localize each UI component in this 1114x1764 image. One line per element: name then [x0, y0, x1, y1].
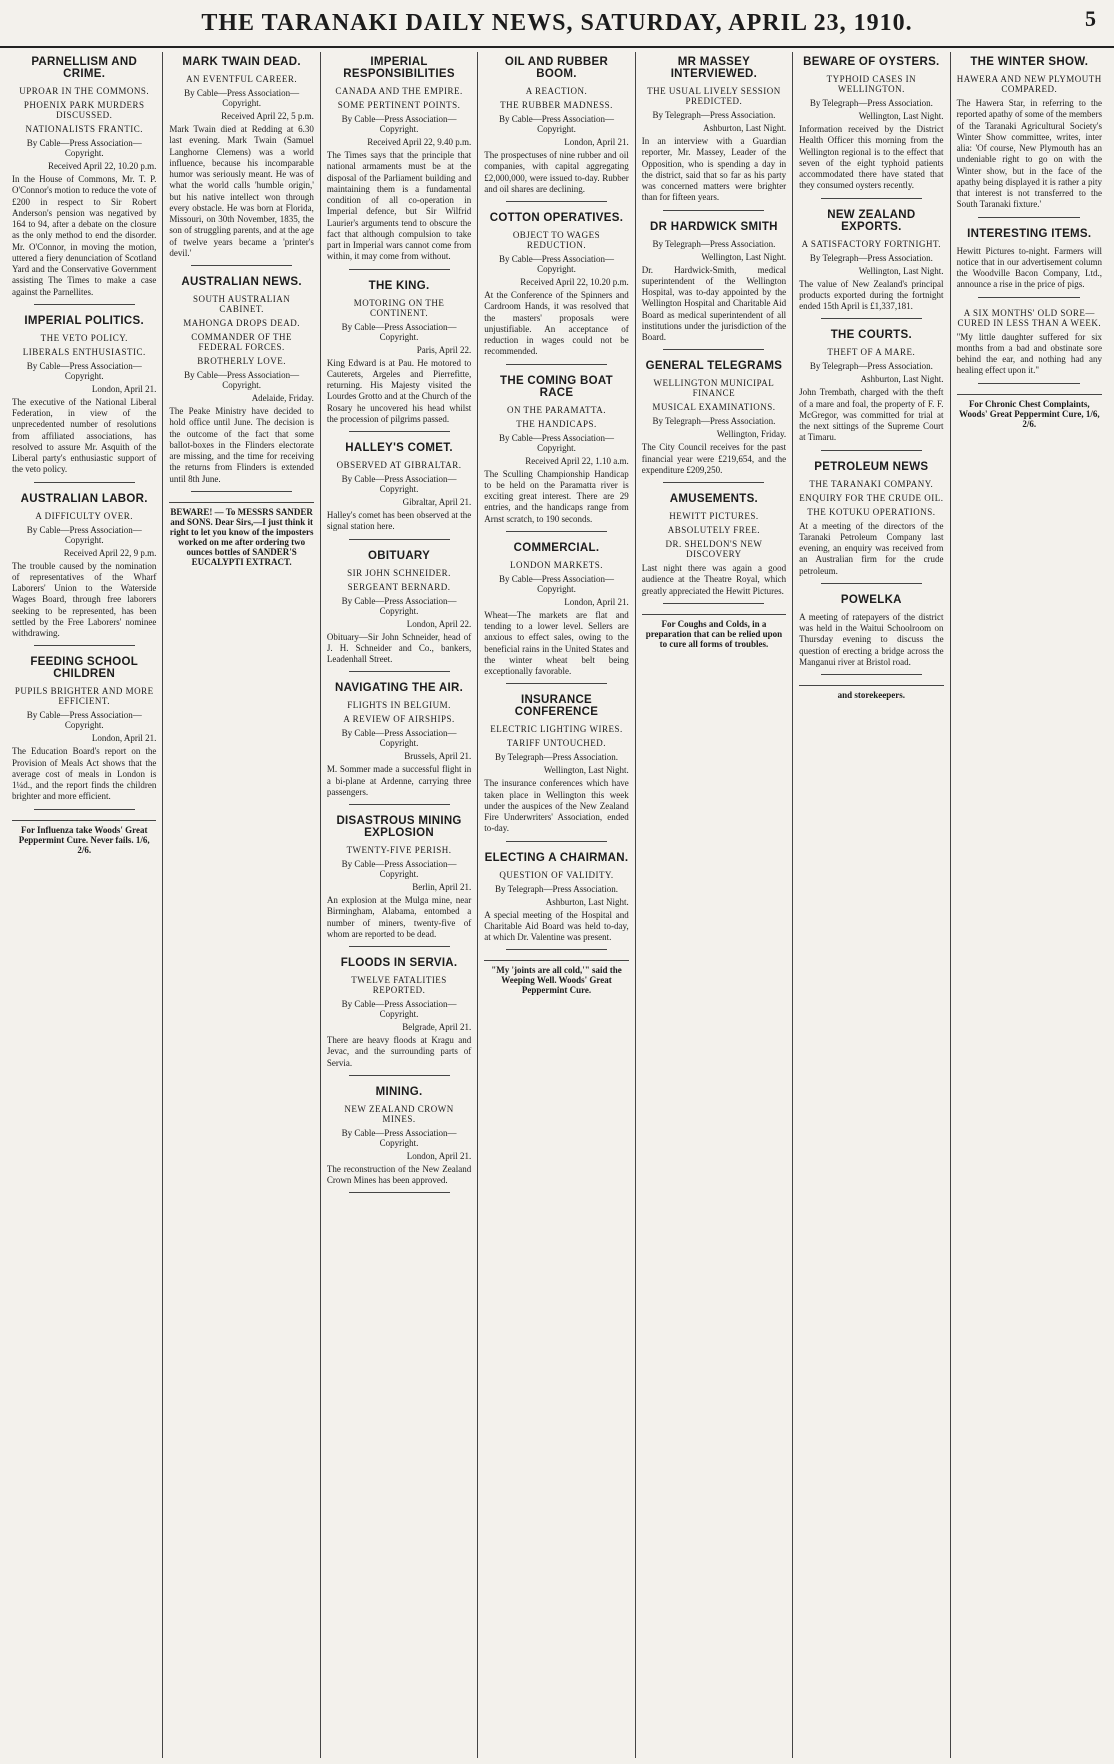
article-headline: GENERAL TELEGRAMS [645, 360, 783, 373]
article-dateline: Wellington, Friday. [716, 429, 787, 440]
article-subhead: SIR JOHN SCHNEIDER. [347, 567, 451, 578]
article-dateline: Wellington, Last Night. [858, 265, 944, 276]
article-dateline: Ashburton, Last Night. [703, 123, 787, 133]
article [12, 315, 156, 483]
article-subhead: BROTHERLY LOVE. [197, 356, 287, 366]
article-byline: By Cable—Press Association—Copyright. [26, 360, 142, 381]
article-subhead: TWELVE FATALITIES REPORTED. [351, 975, 447, 995]
column-5 [636, 52, 793, 1758]
article-divider [191, 491, 292, 492]
article-headline: BEWARE OF OYSTERS. [803, 56, 940, 68]
article [327, 550, 471, 673]
article-body: Hewitt Pictures to-night. Farmers will notice that in our advertisement column the Woodville Bacon Company, Ltd., announce a rise in the price of pigs. [956, 245, 1102, 290]
article-byline: By Cable—Press Association—Copyright. [498, 254, 614, 274]
article-subhead: UPROAR IN THE COMMONS. [19, 86, 150, 96]
article-body: John Trembath, charged with the theft of a mare and foal, the property of F. F. McGregor, was committed for trial at the next sittings of the Supreme Court at Timaru. [799, 387, 944, 443]
article-dateline: Berlin, April 21. [412, 882, 472, 892]
article-body: The Times says that the principle that national armaments must be at the disposal of the Parliament building and maintaining them is a fundamental condition of all co-operation in Imperial defence, but Sir Wilfrid Laurier's arguments tend to obscure the fact that although compulsion to take part in Imperial wars cannot come from within, it may come from without. [326, 150, 472, 262]
article-divider [821, 583, 922, 584]
article-byline: By Telegraph—Press Association. [809, 98, 933, 108]
article-subhead: NATIONALISTS FRANTIC. [25, 124, 143, 134]
article [484, 694, 628, 841]
article-body: The trouble caused by the nomination of representatives of the Wharf Laborers' Union to the Waterside Wages Board, through free laborers seeking to be represented, has been settled by the Free Laborers' nominee withdrawing. [12, 560, 157, 638]
article-body: There are heavy floods at Kragu and Jevac, and the surrounding parts of Servia. [326, 1035, 472, 1068]
article [642, 56, 786, 211]
article [957, 308, 1102, 384]
article-divider [349, 269, 450, 270]
article-divider [506, 364, 607, 365]
article-headline: DR HARDWICK SMITH [650, 220, 778, 233]
article-headline: IMPERIAL RESPONSIBILITIES [343, 56, 455, 80]
article-subhead: PHOENIX PARK MURDERS DISCUSSED. [23, 100, 145, 120]
article-dateline: Received April 22, 9.40 p.m. [367, 137, 472, 147]
article-byline: By Cable—Press Association—Copyright. [26, 524, 142, 545]
article-headline: AUSTRALIAN NEWS. [181, 276, 302, 288]
article-subhead: HEWITT PICTURES. [669, 511, 759, 521]
article-body: The Education Board's report on the Provision of Meals Act shows that the average cost of meals in London is 1¼d., and the report finds the children brighter and more efficient. [12, 746, 157, 802]
article-body: Wheat—The markets are flat and tending to a lower level. Sellers are anxious to effect sales, owing to the beneficial rains in the United States and the winter wheat belt being exceptionally favorable. [484, 609, 629, 676]
article-body: Information received by the District Health Officer this morning from the Wellington regional is to the effect that seven of the eight typhoid patients accommodated there have stated that they consumed oysters recently. [799, 124, 944, 191]
article [12, 656, 156, 809]
article [484, 375, 628, 532]
article [327, 957, 471, 1076]
column-7 [951, 52, 1108, 1758]
article-divider [663, 210, 764, 211]
article-body: An explosion at the Mulga mine, near Birmingham, Alabama, entombed a number of miners, twenty-five of whom are reported to be dead. [326, 895, 472, 939]
article-subhead: A REVIEW OF AIRSHIPS. [343, 714, 455, 725]
article-subhead: LONDON MARKETS. [509, 559, 603, 570]
article-byline: By Cable—Press Association—Copyright. [184, 88, 300, 108]
article-dateline: Received April 22, 10.20 p.m. [520, 277, 629, 287]
article-subhead: CANADA AND THE EMPIRE. [335, 86, 463, 96]
article-byline: By Telegraph—Press Association. [495, 752, 618, 763]
article-divider [663, 603, 764, 604]
article-headline: HALLEY'S COMET. [345, 442, 453, 454]
article-divider [191, 265, 292, 266]
newspaper-title: THE TARANAKI DAILY NEWS, SATURDAY, APRIL 23, 1910. [201, 9, 913, 36]
article-subhead: THE KOTUKU OPERATIONS. [807, 506, 936, 517]
article [327, 815, 471, 947]
article-byline: By Telegraph—Press Association. [809, 361, 933, 372]
article-headline: FLOODS IN SERVIA. [340, 957, 458, 969]
article-byline: By Cable—Press Association—Copyright. [341, 474, 457, 494]
article [169, 56, 313, 266]
article-dateline: London, April 21. [406, 1150, 472, 1161]
article-subhead: THE USUAL LIVELY SESSION PREDICTED. [647, 86, 781, 106]
article-divider [349, 671, 450, 672]
article-subhead: OBJECT TO WAGES REDUCTION. [512, 230, 601, 250]
article-body: M. Sommer made a successful flight in a bi-plane at Ardenne, carrying three passengers. [326, 764, 472, 797]
article-subhead: ENQUIRY FOR THE CRUDE OIL. [799, 492, 944, 503]
article-divider [34, 645, 135, 646]
article-dateline: Gibraltar, April 21. [402, 497, 472, 507]
article-divider [821, 674, 922, 675]
advertisement: "My 'joints are all cold,'" said the Weeping Well. Woods' Great Peppermint Cure. [484, 960, 628, 995]
article [327, 56, 471, 270]
article-headline: AMUSEMENTS. [669, 493, 759, 505]
article-byline: By Telegraph—Press Association. [652, 110, 776, 120]
article-headline: COTTON OPERATIVES. [489, 212, 624, 224]
article-body: King Edward is at Pau. He motored to Cauterets, Argeles and Pierrefitte, returning. His Majesty visited the Lourdes Grotto and at the Church of the Rosary he uncovered his head whilst the procession of pilgrims passed. [326, 357, 472, 424]
article-byline: By Cable—Press Association—Copyright. [341, 859, 457, 879]
article-dateline: London, April 21. [91, 733, 157, 744]
article-subhead: NEW ZEALAND CROWN MINES. [344, 1103, 454, 1124]
article-subhead: SOME PERTINENT POINTS. [337, 100, 461, 110]
article-subhead: AN EVENTFUL CAREER. [186, 74, 298, 84]
article-divider [506, 841, 607, 842]
article-headline: INSURANCE CONFERENCE [514, 694, 599, 719]
article-subhead: LIBERALS ENTHUSIASTIC. [22, 346, 146, 357]
masthead [0, 0, 1114, 48]
article-divider [506, 683, 607, 684]
advertisement: For Influenza take Woods' Great Peppermint Cure. Never fails. 1/6, 2/6. [12, 820, 156, 855]
article-divider [663, 349, 764, 350]
article-byline: By Telegraph—Press Association. [809, 252, 933, 263]
article-dateline: Received April 22, 1.10 a.m. [525, 455, 629, 466]
article-subhead: QUESTION OF VALIDITY. [499, 869, 614, 880]
page-number: 5 [1085, 6, 1096, 31]
article-divider [821, 318, 922, 319]
article-subhead: A REACTION. [525, 86, 588, 96]
article-subhead: THE HANDICAPS. [516, 418, 597, 429]
article-headline: THE WINTER SHOW. [970, 56, 1089, 68]
article-headline: THE COURTS. [830, 329, 912, 342]
article-dateline: Received April 22, 5 p.m. [221, 111, 314, 121]
article-byline: By Cable—Press Association—Copyright. [341, 114, 457, 134]
article-headline: PETROLEUM NEWS [814, 460, 929, 473]
article [327, 280, 471, 433]
article-body: Dr. Hardwick-Smith, medical superintendent of the Wellington Hospital, was to-day appointed by the Wellington Hospital and Charitable Aid Board as medical superintendent of all institutions under the jurisdiction of the Board. [641, 264, 787, 342]
article-subhead: FLIGHTS IN BELGIUM. [347, 700, 451, 711]
article-byline: By Telegraph—Press Association. [495, 883, 618, 894]
article [799, 209, 943, 320]
article-body: The reconstruction of the New Zealand Crown Mines has been approved. [326, 1163, 472, 1185]
article [957, 228, 1102, 298]
article [484, 212, 628, 365]
article-headline: NAVIGATING THE AIR. [334, 682, 464, 695]
article-byline: By Cable—Press Association—Copyright. [341, 728, 457, 749]
article-subhead: SOUTH AUSTRALIAN CABINET. [193, 294, 291, 314]
column-3 [321, 52, 478, 1758]
article-body: In the House of Commons, Mr. T. P. O'Connor's motion to reduce the vote of £200 in respect to Sir Robert Anderson's pension was negatived by 164 to 94, after a debate on the closure as the only method to end the disorder. Mr. O'Connor, in moving the motion, uttered a fiery denunciation of Scotland Yard and the Conservative Government assisting The Times to make a case against the Parnellites. [12, 174, 157, 297]
article-headline: MARK TWAIN DEAD. [182, 56, 301, 68]
article-subhead: THE RUBBER MADNESS. [500, 100, 613, 110]
columns-container [0, 48, 1114, 1758]
article [12, 56, 156, 305]
advertisement: For Coughs and Colds, in a preparation that can be relied upon to cure all forms of troubles. [642, 614, 786, 649]
article-divider [663, 482, 764, 483]
article-dateline: Ashburton, Last Night. [545, 896, 629, 907]
article-body: At a meeting of the directors of the Taranaki Petroleum Company last evening, an enquiry was received from an Australian firm for the crude petroleum. [799, 520, 944, 576]
article [799, 461, 943, 584]
article-dateline: Brussels, April 21. [404, 751, 472, 762]
article-byline: By Telegraph—Press Association. [652, 238, 776, 249]
article-subhead: TWENTY-FIVE PERISH. [346, 845, 452, 855]
article [799, 56, 943, 199]
article-body: Last night there was again a good audience at the Theatre Royal, which greatly appreciated the Hewitt Pictures. [641, 563, 787, 596]
article-subhead: TYPHOID CASES IN WELLINGTON. [826, 74, 917, 94]
article-body: The executive of the National Liberal Federation, in view of the unprecedented number of resolutions from affiliated associations, has resolved to assure Mr. Asquith of the Liberal party's enthusiastic support of the veto policy. [12, 396, 157, 475]
article [327, 442, 471, 540]
article-dateline: Ashburton, Last Night. [860, 374, 944, 385]
article-dateline: Adelaide, Friday. [251, 393, 314, 403]
article [642, 360, 786, 483]
column-4 [478, 52, 635, 1758]
article-dateline: Wellington, Last Night. [543, 765, 629, 776]
column-2 [163, 52, 320, 1758]
article-body: A meeting of ratepayers of the district was held in the Waitui Schoolroom on Thursday evening to discuss the question of erecting a bridge across the Manganui river at Bristol road. [799, 611, 944, 667]
article-headline: COMMERCIAL. [513, 541, 600, 554]
column-6 [793, 52, 950, 1758]
advertisement: and storekeepers. [799, 685, 943, 700]
article-subhead: DR. SHELDON'S NEW DISCOVERY [665, 539, 763, 559]
article-headline: POWELKA [840, 593, 902, 606]
article-subhead: THE VETO POLICY. [40, 332, 128, 343]
article-body: The Peake Ministry have decided to hold office until June. The decision is the outcome of the fact that some ballot-boxes in the Flinders electorate are missing, and the time for receiving the returns from Flinders is extended until 8th June. [169, 406, 314, 484]
article-subhead: WELLINGTON MUNICIPAL FINANCE [653, 378, 775, 399]
article-divider [506, 201, 607, 202]
article-subhead: PUPILS BRIGHTER AND MORE EFFICIENT. [14, 686, 154, 707]
article-byline: By Cable—Press Association—Copyright. [341, 595, 457, 616]
article-headline: NEW ZEALAND EXPORTS. [827, 208, 916, 233]
article-subhead: COMMANDER OF THE FEDERAL FORCES. [191, 332, 293, 352]
article-divider [349, 804, 450, 805]
article-subhead: OBSERVED AT GIBRALTAR. [336, 460, 462, 470]
article-subhead: THE TARANAKI COMPANY. [809, 478, 934, 489]
article-body: The Sculling Championship Handicap to be held on the Paramatta river is exciting great interest. There are 29 entries, and the handicaps range from Arnst scratch, to 190 seconds. [484, 468, 629, 524]
article-dateline: Received April 22, 9 p.m. [63, 547, 157, 558]
article-headline: OIL AND RUBBER BOOM. [504, 56, 609, 80]
article-subhead: SERGEANT BERNARD. [347, 581, 451, 592]
article-headline: FEEDING SCHOOL CHILDREN [30, 656, 139, 681]
article-divider [506, 531, 607, 532]
article-dateline: London, April 21. [564, 137, 629, 147]
article [642, 221, 786, 351]
article-headline: OBITUARY [368, 549, 431, 562]
article-divider [349, 1192, 450, 1193]
article-headline: PARNELLISM AND CRIME. [31, 56, 138, 80]
article-body: The insurance conferences which have taken place in Wellington this week under the auspices of the New Zealand Fire Underwriters' Association, ended to-day. [484, 778, 629, 834]
article-divider [506, 949, 607, 950]
article [642, 493, 786, 604]
article-subhead: ABSOLUTELY FREE. [667, 525, 761, 535]
advertisement: For Chronic Chest Complaints, Woods' Great Peppermint Cure, 1/6, 2/6. [957, 394, 1102, 429]
article-dateline: Belgrade, April 21. [402, 1022, 472, 1032]
article-divider [349, 431, 450, 432]
article-byline: By Cable—Press Association—Copyright. [498, 114, 614, 134]
article-headline: AUSTRALIAN LABOR. [20, 492, 148, 505]
article-divider [978, 217, 1080, 218]
article-headline: DISASTROUS MINING EXPLOSION [336, 815, 462, 839]
article [484, 852, 628, 951]
article-subhead: ELECTRIC LIGHTING WIRES. [490, 724, 623, 735]
article-subhead: THEFT OF A MARE. [827, 347, 916, 358]
article [327, 682, 471, 805]
article-subhead: HAWERA AND NEW PLYMOUTH COMPARED. [956, 74, 1102, 94]
article-dateline: Wellington, Last Night. [858, 111, 944, 121]
article-subhead: MOTORING ON THE CONTINENT. [353, 297, 445, 318]
article-divider [349, 1075, 450, 1076]
article-headline: THE COMING BOAT RACE [500, 374, 613, 399]
article-body: A special meeting of the Hospital and Charitable Aid Board was held to-day, at which Dr. Valentine was present. [484, 909, 629, 942]
article-divider [821, 450, 922, 451]
article-byline: By Telegraph—Press Association. [652, 416, 776, 427]
article-byline: By Cable—Press Association—Copyright. [184, 370, 300, 390]
article-divider [978, 383, 1080, 384]
article-headline: THE KING. [368, 279, 430, 292]
article-byline: By Cable—Press Association—Copyright. [341, 999, 457, 1019]
article-byline: By Cable—Press Association—Copyright. [26, 138, 142, 158]
column-1 [6, 52, 163, 1758]
article-dateline: London, April 21. [564, 596, 629, 607]
article-headline: MINING. [375, 1085, 423, 1098]
article [484, 542, 628, 685]
article-divider [349, 539, 450, 540]
article-byline: By Cable—Press Association—Copyright. [341, 321, 457, 342]
article-byline: By Cable—Press Association—Copyright. [498, 573, 614, 594]
advertisement: BEWARE! — To MESSRS SANDER and SONS. Dear Sirs,—I just think it right to let you know of the imposters worked on me after ordering two ounces bottles of SANDER'S EUCALYPTI EXTRACT. [169, 502, 313, 567]
article [957, 56, 1102, 218]
article-divider [349, 946, 450, 947]
article-body: The Hawera Star, in referring to the reported apathy of some of the members of the Taranaki Agricultural Society's Winter Show committee, writes, inter alia: 'Of course, New Plymouth has an undeniable right to go on with the Winter show, but in the face of the apathy being displayed it is rather a pity that interest is not transferred to the South Taranaki fixture.' [956, 98, 1103, 210]
article-body: The City Council receives for the past financial year were £219,654, and the expenditure £209,250. [641, 442, 787, 475]
article-subhead: TARIFF UNTOUCHED. [506, 738, 607, 749]
article-byline: By Cable—Press Association—Copyright. [341, 1127, 457, 1148]
article-body: The value of New Zealand's principal products exported during the fortnight ended 15th April is £1,337,181. [799, 278, 944, 311]
article-body: At the Conference of the Spinners and Cardroom Hands, it was resolved that the masters' proposals were unjustifiable. An acceptance of reduction in wages could not be recommended. [484, 290, 629, 357]
article-subhead: ON THE PARAMATTA. [506, 404, 607, 415]
article-headline: ELECTING A CHAIRMAN. [484, 851, 629, 864]
article-byline: By Cable—Press Association—Copyright. [498, 432, 614, 453]
article-dateline: Wellington, Last Night. [701, 251, 787, 262]
article-body: The prospectuses of nine rubber and oil companies, with capital aggregating £2,000,000, were issued to-day. Rubber and oil shares are declining. [484, 150, 629, 194]
article-byline: By Cable—Press Association—Copyright. [26, 710, 142, 731]
article-subhead: MAHONGA DROPS DEAD. [183, 318, 301, 328]
article-divider [34, 304, 135, 305]
article [799, 594, 943, 675]
article [169, 276, 313, 492]
article-subhead: A SIX MONTHS' OLD SORE—CURED IN LESS THAN A WEEK. [957, 307, 1102, 328]
article-dateline: Paris, April 22. [416, 344, 472, 355]
article-headline: IMPERIAL POLITICS. [24, 314, 144, 327]
article-body: Obituary—Sir John Schneider, head of J. H. Schneider and Co., bankers, Leadenhall Street. [326, 631, 472, 664]
article-divider [821, 198, 922, 199]
article-dateline: London, April 22. [406, 618, 472, 629]
article-headline: MR MASSEY INTERVIEWED. [670, 56, 758, 80]
article-headline: INTERESTING ITEMS. [967, 227, 1092, 240]
article-dateline: Received April 22, 10.20 p.m. [47, 161, 157, 171]
article-subhead: A SATISFACTORY FORTNIGHT. [801, 238, 942, 249]
article-body: In an interview with a Guardian reporter, Mr. Massey, Leader of the Opposition, who is spending a day in the district, said that so far as his party was concerned matters were brighter than for fifteen years. [641, 136, 787, 203]
article [327, 1086, 471, 1194]
article-dateline: London, April 21. [91, 383, 157, 394]
article [12, 493, 156, 647]
article-divider [34, 809, 135, 810]
article [484, 56, 628, 202]
article-subhead: A DIFFICULTY OVER. [35, 510, 133, 521]
article-body: Mark Twain died at Redding at 6.30 last evening. Mark Twain (Samuel Langhorne Clemens) was a world influence, because his incomparable humor was seriously meant. He was of what the world calls 'humble origin,' but his native intellect won through every obstacle. He was born at Florida, Missouri, on 30th November, 1835, the son of struggling parents, and at the age of twelve years became a 'printer's devil.' [169, 124, 314, 258]
article-body: "My little daughter suffered for six months from a bad and obstinate sore behind the ear, and nothing had any healing effect upon it." [956, 331, 1102, 376]
article-divider [34, 482, 135, 483]
article [799, 329, 943, 450]
article-subhead: MUSICAL EXAMINATIONS. [652, 402, 776, 413]
article-body: Halley's comet has been observed at the signal station here. [326, 510, 472, 532]
article-divider [978, 297, 1080, 298]
